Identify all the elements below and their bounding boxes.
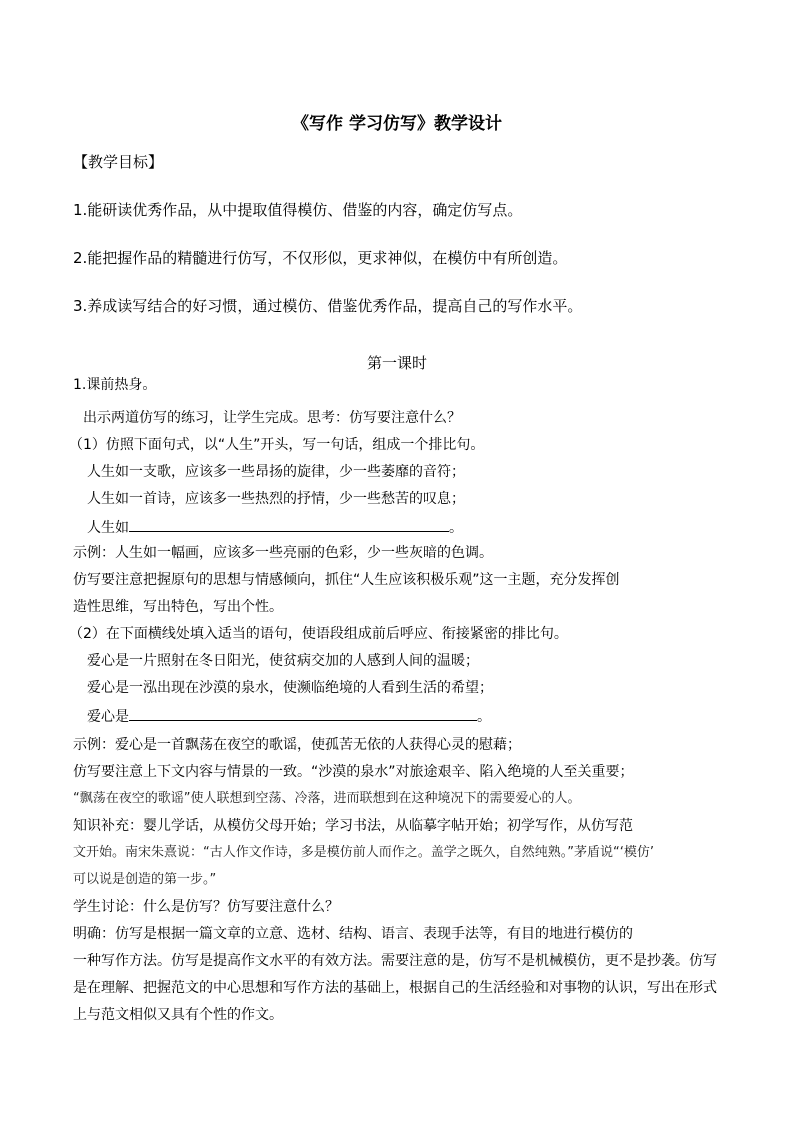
exercise-1-blank-line: [87, 516, 463, 538]
clarify-line-d: 上与范文相似又具有个性的作文。: [73, 1007, 283, 1023]
exercise-2-prompt: （2）在下面横线处填入适当的语句，使语段组成前后呼应、衔接紧密的排比句。: [69, 626, 568, 642]
document-title: 《写作 学习仿写》教学设计: [292, 114, 502, 134]
exercise-2-note-b: “飘荡在夜空的歌谣”使人联想到空荡、冷落，进而联想到在这种境况下的需要爱心的人。: [73, 791, 581, 806]
objective-item-3: 3.养成读写结合的好习惯，通过模仿、借鉴优秀作品，提高自己的写作水平。: [73, 297, 583, 315]
exercise-1-prompt: （1）仿照下面句式，以“人生”开头，写一句话，组成一个排比句。: [69, 437, 485, 453]
knowledge-line-c: 可以说是创造的第一步。”: [73, 872, 217, 887]
exercise-2-blank-line: [87, 705, 491, 727]
objective-item-2: 2.能把握作品的精髓进行仿写，不仅形似，更求神似，在模仿中有所创造。: [73, 249, 568, 267]
exercise-1-line-2: 人生如一首诗，应该多一些热烈的抒情，少一些愁苦的叹息；: [87, 491, 465, 507]
lesson-heading: 第一课时: [366, 354, 427, 372]
exercise-1-blank-suffix: 。: [449, 520, 463, 536]
discussion-text: 学生讨论：什么是仿写？仿写要注意什么？: [73, 899, 339, 915]
objectives-header: 【教学目标】: [73, 153, 164, 171]
exercise-1-note-b: 造性思维，写出特色，写出个性。: [73, 599, 283, 615]
exercise-2-line-2: 爱心是一泓出现在沙漠的泉水，使濒临绝境的人看到生活的希望；: [87, 680, 493, 696]
exercise-1-line-1: 人生如一支歌，应该多一些昂扬的旋律，少一些萎靡的音符；: [87, 464, 465, 480]
knowledge-line-a: 知识补充：婴儿学话，从模仿父母开始；学习书法，从临摹字帖开始；初学写作，从仿写范: [73, 818, 633, 834]
clarify-line-c: 是在理解、把握范文的中心思想和写作方法的基础上，根据自己的生活经验和对事物的认识，写出在形式: [73, 980, 717, 996]
objective-item-1: 1.能研读优秀作品，从中提取值得模仿、借鉴的内容，确定仿写点。: [73, 201, 523, 219]
exercise-1-example: 示例：人生如一幅画，应该多一些亮丽的色彩，少一些灰暗的色调。: [73, 545, 493, 561]
clarify-line-a: 明确：仿写是根据一篇文章的立意、选材、结构、语言、表现手法等，有目的地进行模仿的: [73, 926, 633, 942]
exercise-2-blank-suffix: 。: [477, 709, 491, 725]
clarify-line-b: 一种写作方法。仿写是提高作文水平的有效方法。需要注意的是，仿写不是机械模仿，更不是抄袭。仿写: [73, 953, 717, 969]
exercise-2-blank-prefix: 爱心是: [87, 709, 129, 725]
warmup-title: 1.课前热身。: [73, 377, 157, 393]
intro-text: 出示两道仿写的练习，让学生完成。思考：仿写要注意什么？: [83, 410, 461, 426]
exercise-2-line-1: 爱心是一片照射在冬日阳光，使贫病交加的人感到人间的温暖；: [87, 653, 479, 669]
exercise-2-example: 示例：爱心是一首飘荡在夜空的歌谣，使孤苦无依的人获得心灵的慰藉；: [73, 737, 521, 753]
knowledge-line-b: 文开始。南宋朱熹说：“古人作文作诗，多是模仿前人而作之。盖学之既久，自然纯熟。”茅盾说“‘模仿’: [73, 845, 654, 860]
exercise-1-answer-blank[interactable]: [129, 516, 449, 532]
exercise-2-note-a: 仿写要注意上下文内容与情景的一致。“沙漠的泉水”对旅途艰辛、陷入绝境的人至关重要；: [73, 764, 634, 780]
exercise-1-blank-prefix: 人生如: [87, 520, 129, 536]
exercise-1-note-a: 仿写要注意把握原句的思想与情感倾向，抓住“人生应该积极乐观”这一主题，充分发挥创: [73, 572, 620, 588]
exercise-2-answer-blank[interactable]: [129, 705, 477, 721]
